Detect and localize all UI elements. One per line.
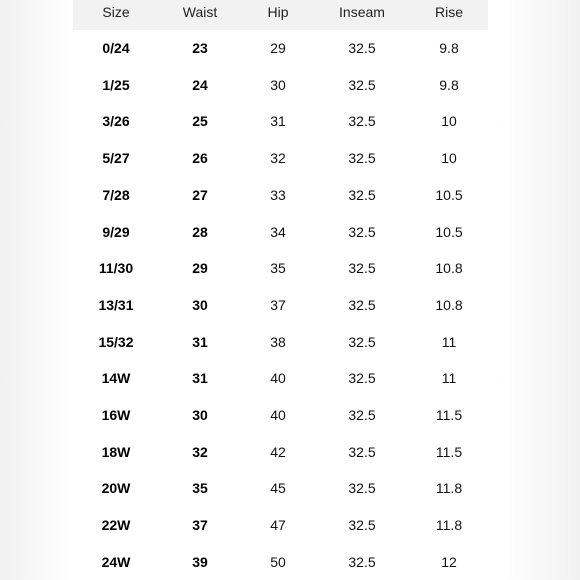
- cell-inseam: 32.5: [348, 150, 376, 167]
- cell-size: 18W: [101, 443, 131, 460]
- cell-waist: 30: [192, 296, 208, 313]
- cell-hip: 38: [270, 333, 286, 350]
- cell-rise: 11.5: [435, 407, 463, 423]
- table-row: [73, 150, 488, 170]
- cell-size: 9/29: [102, 223, 130, 240]
- cell-hip: 34: [270, 223, 286, 240]
- cell-rise: 10: [441, 150, 457, 167]
- table-row: [73, 407, 488, 427]
- cell-hip: 40: [270, 407, 286, 423]
- cell-size: 24W: [101, 553, 131, 570]
- cell-inseam: 32.5: [348, 407, 376, 423]
- cell-inseam: 32.5: [348, 480, 376, 497]
- table-row: [73, 517, 488, 537]
- cell-inseam: 32.5: [348, 553, 376, 570]
- size-chart-table: [73, 0, 488, 580]
- cell-size: 15/32: [98, 333, 134, 350]
- cell-waist: 23: [192, 40, 208, 56]
- cell-hip: 40: [270, 370, 286, 387]
- cell-hip: 30: [270, 76, 286, 93]
- cell-hip: 33: [270, 186, 286, 203]
- cell-size: 13/31: [98, 296, 134, 313]
- cell-rise: 11.5: [435, 443, 463, 460]
- cell-size: 16W: [101, 407, 131, 423]
- cell-hip: 45: [270, 480, 286, 497]
- cell-waist: 26: [192, 150, 208, 167]
- table-row: [73, 297, 488, 317]
- table-row: [73, 334, 488, 354]
- cell-waist: 39: [192, 553, 208, 570]
- cell-hip: 31: [270, 113, 286, 130]
- table-row: [73, 480, 488, 500]
- cell-hip: 32: [270, 150, 286, 167]
- cell-hip: 29: [270, 40, 286, 56]
- cell-rise: 11: [441, 370, 457, 387]
- cell-rise: 10.5: [435, 186, 463, 203]
- cell-size: 1/25: [102, 76, 130, 93]
- cell-size: 22W: [101, 517, 131, 534]
- cell-waist: 31: [192, 333, 208, 350]
- cell-hip: 42: [270, 443, 286, 460]
- cell-waist: 35: [192, 480, 208, 497]
- header-rise: Rise: [434, 4, 463, 20]
- table-row: [73, 224, 488, 244]
- table-row: [73, 187, 488, 207]
- table-row: [73, 444, 488, 464]
- cell-inseam: 32.5: [348, 186, 376, 203]
- cell-inseam: 32.5: [348, 40, 376, 56]
- cell-waist: 32: [192, 443, 208, 460]
- header-size: Size: [102, 4, 130, 20]
- cell-rise: 9.8: [439, 40, 459, 56]
- cell-inseam: 32.5: [348, 113, 376, 130]
- cell-inseam: 32.5: [348, 333, 376, 350]
- cell-inseam: 32.5: [348, 517, 376, 534]
- table-row: [73, 113, 488, 133]
- cell-rise: 10: [441, 113, 457, 130]
- cell-rise: 10.8: [435, 260, 463, 277]
- cell-rise: 11: [441, 333, 457, 350]
- cell-inseam: 32.5: [348, 260, 376, 277]
- table-row: [73, 77, 488, 97]
- table-header-row: [73, 0, 488, 30]
- cell-waist: 29: [192, 260, 208, 277]
- cell-rise: 11.8: [435, 480, 463, 497]
- cell-inseam: 32.5: [348, 223, 376, 240]
- header-inseam: Inseam: [339, 4, 385, 20]
- cell-rise: 10.8: [435, 296, 463, 313]
- cell-size: 20W: [101, 480, 131, 497]
- cell-hip: 47: [270, 517, 286, 534]
- cell-hip: 37: [270, 296, 286, 313]
- cell-waist: 30: [192, 407, 208, 423]
- cell-waist: 27: [192, 186, 208, 203]
- header-waist: Waist: [182, 4, 218, 20]
- header-hip: Hip: [267, 4, 289, 20]
- cell-waist: 28: [192, 223, 208, 240]
- table-row: [73, 260, 488, 280]
- cell-waist: 25: [192, 113, 208, 130]
- cell-hip: 35: [270, 260, 286, 277]
- table-row: [73, 554, 488, 574]
- cell-size: 7/28: [102, 186, 130, 203]
- cell-size: 14W: [101, 370, 131, 387]
- table-row: [73, 370, 488, 390]
- cell-size: 0/24: [102, 40, 130, 56]
- cell-size: 11/30: [98, 260, 134, 277]
- cell-rise: 11.8: [435, 517, 463, 534]
- cell-rise: 12: [441, 553, 457, 570]
- cell-inseam: 32.5: [348, 76, 376, 93]
- cell-waist: 37: [192, 517, 208, 534]
- cell-size: 3/26: [102, 113, 130, 130]
- table-row: [73, 40, 488, 60]
- cell-rise: 9.8: [439, 76, 459, 93]
- cell-rise: 10.5: [435, 223, 463, 240]
- cell-hip: 50: [270, 553, 286, 570]
- cell-waist: 31: [192, 370, 208, 387]
- cell-inseam: 32.5: [348, 370, 376, 387]
- cell-inseam: 32.5: [348, 443, 376, 460]
- cell-waist: 24: [192, 76, 208, 93]
- cell-size: 5/27: [102, 150, 130, 167]
- cell-inseam: 32.5: [348, 296, 376, 313]
